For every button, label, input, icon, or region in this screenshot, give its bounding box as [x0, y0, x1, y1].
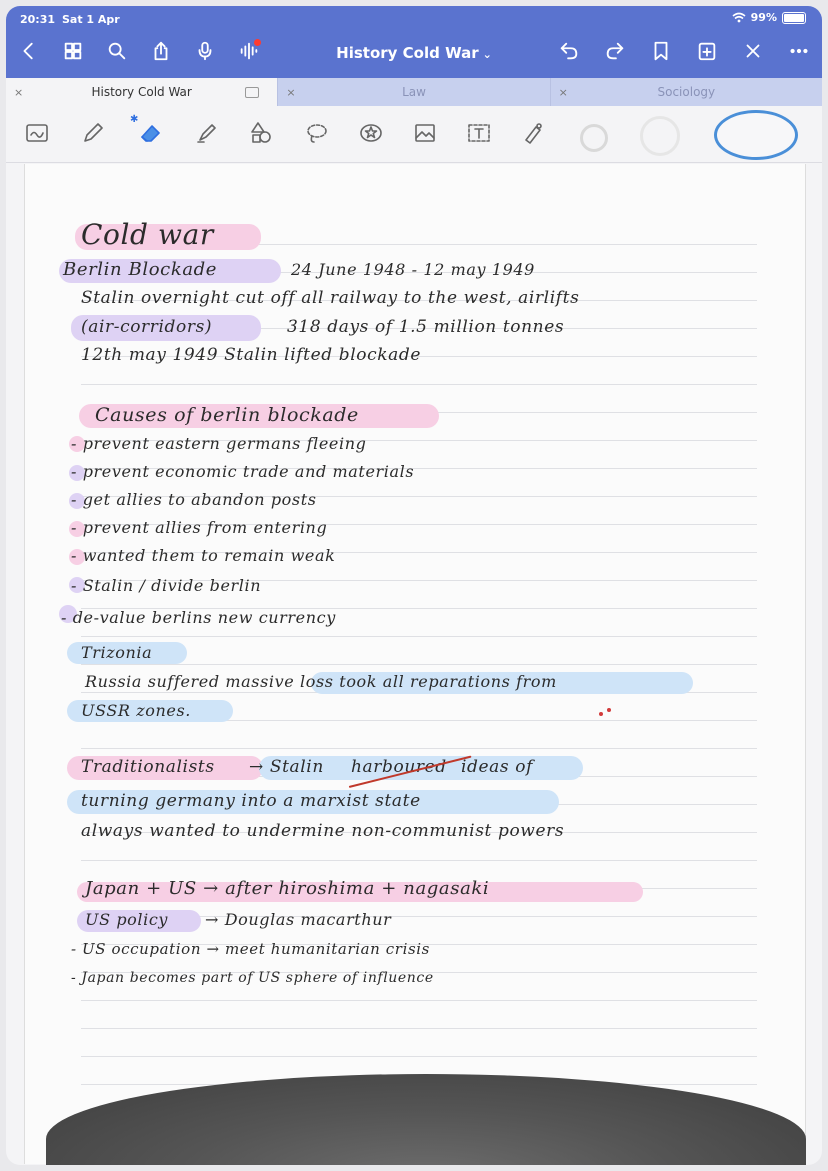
nav-right-group	[556, 38, 812, 64]
cause-item: - Stalin / divide berlin	[71, 576, 262, 595]
ruled-line	[81, 1056, 757, 1057]
tab-label: Law	[402, 85, 426, 99]
elements-icon[interactable]	[356, 118, 386, 148]
highlighter-icon[interactable]	[192, 118, 222, 148]
tab-close-icon[interactable]: ×	[286, 86, 296, 99]
note-line: turning germany into a marxist state	[81, 791, 421, 811]
chevron-down-icon: ⌄	[482, 48, 492, 61]
ruled-line	[81, 1000, 757, 1001]
wifi-icon	[732, 12, 746, 23]
bookmark-icon[interactable]	[648, 38, 674, 64]
split-view-icon[interactable]	[245, 87, 259, 98]
note-title: Cold war	[81, 218, 214, 251]
eraser-icon[interactable]	[136, 118, 166, 148]
note-line: 24 June 1948 - 12 may 1949	[291, 260, 535, 279]
note-line: 12th may 1949 Stalin lifted blockade	[81, 345, 421, 365]
note-line: - US occupation → meet humanitarian crisis	[71, 940, 430, 958]
text-icon[interactable]	[464, 118, 494, 148]
color-swatch-3[interactable]	[714, 110, 798, 160]
ruled-line	[81, 384, 757, 385]
battery-icon	[782, 12, 806, 24]
read-only-icon[interactable]	[22, 118, 52, 148]
note-line: ideas of	[461, 757, 533, 777]
ruled-line	[81, 636, 757, 637]
status-indicators	[732, 11, 806, 24]
tools-bar	[6, 106, 822, 163]
more-icon[interactable]	[786, 38, 812, 64]
note-line: → Stalin	[249, 757, 324, 777]
note-line: US policy	[85, 910, 169, 929]
ruled-line	[81, 860, 757, 861]
cause-item: - prevent economic trade and materials	[71, 462, 415, 481]
tablet-screen	[6, 6, 822, 1165]
note-line: Japan + US → after hiroshima + nagasaki	[85, 878, 490, 899]
shapes-icon[interactable]	[246, 118, 276, 148]
close-icon[interactable]	[740, 38, 766, 64]
cause-item: - prevent allies from entering	[71, 518, 328, 537]
undo-icon[interactable]	[556, 38, 582, 64]
tab-label: History Cold War	[91, 85, 192, 99]
causes-heading: Causes of berlin blockade	[95, 404, 359, 426]
cause-item: - get allies to abandon posts	[71, 490, 317, 509]
battery-percent: 99%	[750, 11, 777, 24]
document-tabs	[6, 78, 822, 106]
status-date: Sat 1 Apr	[62, 13, 120, 26]
ruled-line	[81, 748, 757, 749]
tab-history-cold-war[interactable]	[6, 78, 278, 106]
note-line: - Japan becomes part of US sphere of influence	[71, 970, 434, 986]
note-line: (air-corridors)	[81, 317, 213, 337]
add-page-icon[interactable]	[694, 38, 720, 64]
note-line: always wanted to undermine non-communist powers	[81, 821, 565, 841]
cause-item: - prevent eastern germans fleeing	[71, 434, 367, 453]
note-line: Russia suffered massive loss took all reparations from	[85, 672, 557, 691]
ink-dot	[599, 712, 603, 716]
image-icon[interactable]	[410, 118, 440, 148]
struck-word: harboured	[351, 757, 447, 777]
note-line: Stalin overnight cut off all railway to the west, airlifts	[81, 288, 580, 308]
laser-pointer-icon[interactable]	[518, 118, 548, 148]
note-line: Berlin Blockade	[63, 259, 218, 280]
cause-item: - wanted them to remain weak	[71, 546, 336, 565]
note-line: 318 days of 1.5 million tonnes	[287, 317, 565, 337]
notebook-page[interactable]	[24, 164, 806, 1164]
note-line: Traditionalists	[81, 757, 215, 777]
color-swatch-1[interactable]	[580, 124, 608, 152]
document-title: History Cold War	[336, 44, 479, 62]
tab-law[interactable]	[278, 78, 550, 106]
cause-item: - de-value berlins new currency	[61, 608, 336, 627]
ruled-line	[81, 664, 757, 665]
tab-close-icon[interactable]: ×	[14, 86, 24, 99]
lasso-icon[interactable]	[302, 118, 332, 148]
ruled-line	[81, 1028, 757, 1029]
bluetooth-icon: ✱	[130, 114, 139, 125]
tab-sociology[interactable]	[551, 78, 822, 106]
status-time: 20:31	[20, 13, 56, 26]
note-line: Trizonia	[81, 643, 153, 662]
ink-dot	[607, 708, 611, 712]
pen-icon[interactable]	[78, 118, 108, 148]
color-swatch-2[interactable]	[640, 116, 680, 156]
tab-label: Sociology	[657, 85, 716, 99]
note-line: → Douglas macarthur	[205, 910, 392, 929]
navigation-bar	[6, 6, 822, 78]
redo-icon[interactable]	[602, 38, 628, 64]
tab-close-icon[interactable]: ×	[558, 86, 568, 99]
note-line: USSR zones.	[81, 701, 191, 720]
